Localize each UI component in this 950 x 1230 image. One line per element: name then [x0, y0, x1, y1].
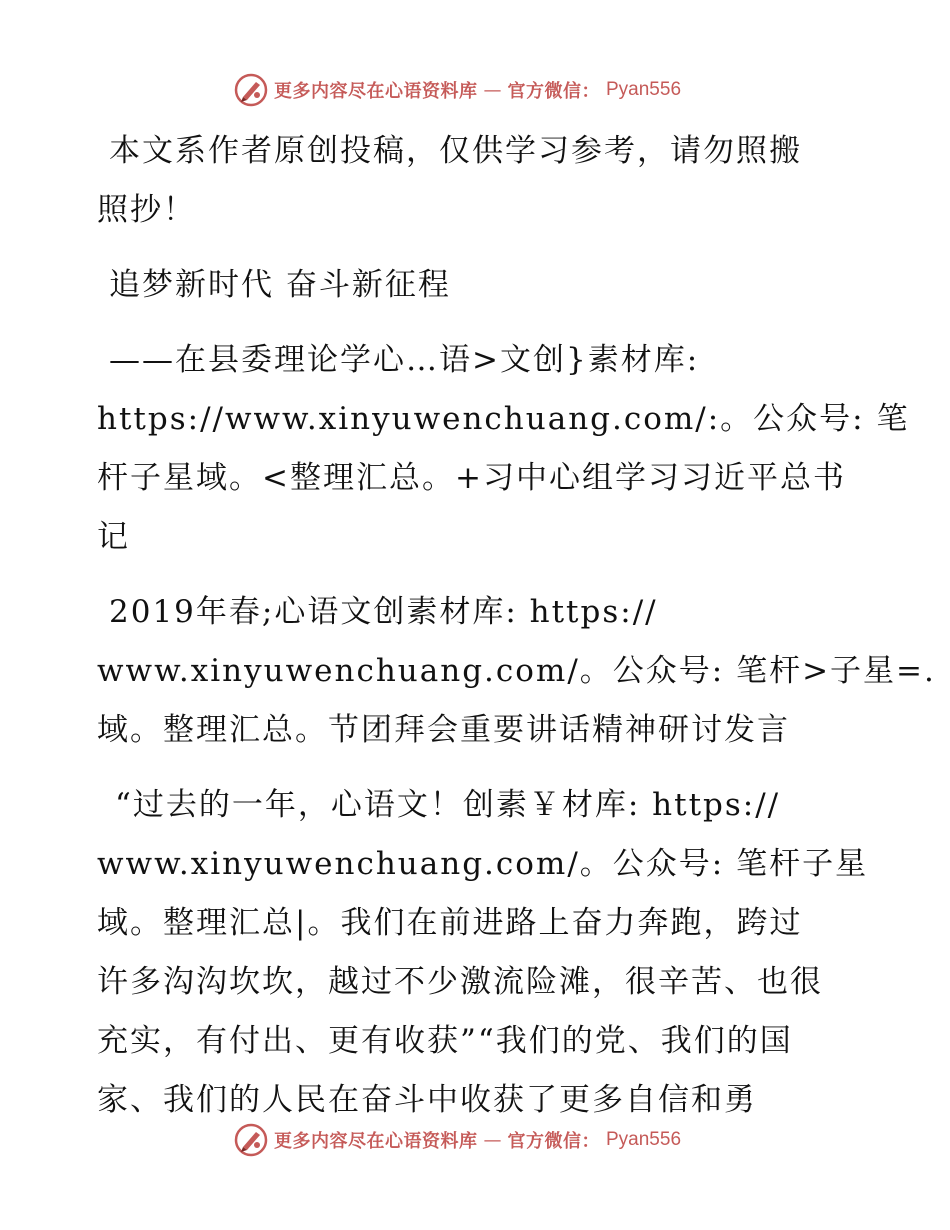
document-title: 追梦新时代 奋斗新征程	[109, 267, 451, 303]
paragraph-title	[97, 256, 857, 315]
text-line: 本文系作者原创投稿，仅供学习参考，请勿照搬	[109, 133, 802, 169]
banner-text: 更多内容尽在心语资料库	[274, 81, 478, 102]
footer-banner	[234, 1122, 681, 1158]
text-line: ——在县委理论学心…语>文创}素材库:	[109, 342, 700, 378]
banner-separator: —	[483, 1129, 502, 1151]
text-line: 充实，有付出、更有收获”“我们的党、我们的国	[97, 1023, 793, 1059]
text-line: 照抄！	[97, 192, 196, 228]
banner-text: 更多内容尽在心语资料库	[274, 1131, 478, 1152]
text-line: 2019年春;心语文创素材库: https://	[109, 594, 658, 630]
text-line: 杆子星域。<整理汇总。+习中心组学习习近平总书	[97, 460, 846, 496]
text-line: 家、我们的人民在奋斗中收获了更多自信和勇	[97, 1082, 757, 1118]
paragraph-quote	[97, 776, 869, 1130]
banner-label: 官方微信：	[507, 1131, 600, 1152]
document-body	[97, 122, 936, 1130]
text-line: 域。整理汇总。节团拜会重要讲话精神研讨发言	[97, 712, 790, 748]
banner-label: 官方微信：	[507, 81, 600, 102]
paragraph-notice	[97, 122, 857, 240]
paragraph-subtitle	[97, 331, 910, 567]
text-line: https://www.xinyuwenchuang.com/:。公众号: 笔	[97, 401, 910, 437]
text-line: www.xinyuwenchuang.com/。公众号: 笔杆子星	[97, 846, 869, 882]
text-line: 域。整理汇总|。我们在前进路上奋力奔跑，跨过	[97, 905, 803, 941]
text-line: 许多沟沟坎坎，越过不少激流险滩，很辛苦、也很	[97, 964, 823, 1000]
text-line: “过去的一年，心语文！创素￥材库: https://	[115, 787, 781, 823]
banner-wechat-id: Pyan556	[606, 79, 682, 100]
header-banner	[234, 72, 681, 108]
pen-logo-icon	[234, 1123, 268, 1157]
text-line: www.xinyuwenchuang.com/。公众号: 笔杆>子星=.	[97, 653, 936, 689]
banner-separator: —	[483, 79, 502, 101]
text-line: 记	[97, 519, 130, 555]
pen-logo-icon	[234, 73, 268, 107]
paragraph-event	[97, 583, 936, 760]
banner-wechat-id: Pyan556	[606, 1129, 682, 1150]
